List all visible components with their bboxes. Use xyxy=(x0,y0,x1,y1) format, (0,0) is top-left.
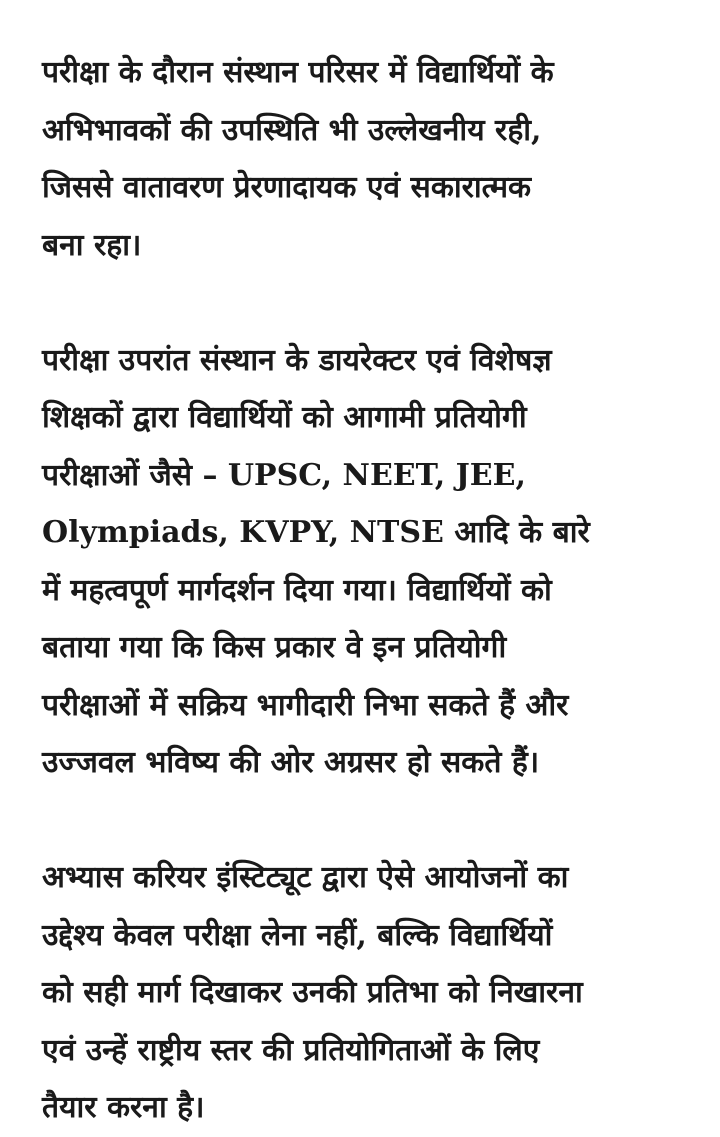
text-line: उद्देश्य केवल परीक्षा लेना नहीं, बल्कि विद्यार्थियों xyxy=(42,917,553,953)
paragraph-purpose xyxy=(42,849,692,1137)
text-line: अभिभावकों की उपस्थिति भी उल्लेखनीय रही, xyxy=(42,112,542,148)
text-line: Olympiads, KVPY, NTSE आदि के बारे xyxy=(42,515,590,550)
text-line: तैयार करना है। xyxy=(42,1090,205,1125)
text-line: परीक्षाओं जैसे – UPSC, NEET, JEE, xyxy=(42,457,526,493)
text-line: अभ्यास करियर इंस्टिट्यूट द्वारा ऐसे आयोजनों का xyxy=(42,860,569,895)
text-line: परीक्षाओं में सक्रिय भागीदारी निभा सकते हैं और xyxy=(42,687,569,723)
text-line: परीक्षा के दौरान संस्थान परिसर में विद्यार्थियों के xyxy=(42,55,554,90)
paragraph-parents-presence xyxy=(42,44,692,274)
paragraph-guidance xyxy=(42,332,692,792)
text-line: शिक्षकों द्वारा विद्यार्थियों को आगामी प्रतियोगी xyxy=(42,400,527,435)
text-line: बताया गया कि किस प्रकार वे इन प्रतियोगी xyxy=(42,630,507,665)
text-line: में महत्वपूर्ण मार्गदर्शन दिया गया। विद्यार्थियों को xyxy=(42,572,552,608)
text-line: बना रहा। xyxy=(42,227,142,263)
text-line: परीक्षा उपरांत संस्थान के डायरेक्टर एवं विशेषज्ञ xyxy=(42,342,552,378)
text-line: को सही मार्ग दिखाकर उनकी प्रतिभा को निखारना xyxy=(42,975,583,1010)
text-line: एवं उन्हें राष्ट्रीय स्तर की प्रतियोगिताओं के लिए xyxy=(42,1032,540,1068)
article-body xyxy=(42,44,692,1137)
text-line: उज्जवल भविष्य की ओर अग्रसर हो सकते हैं। xyxy=(42,745,540,780)
text-line: जिससे वातावरण प्रेरणादायक एवं सकारात्मक xyxy=(42,170,532,205)
